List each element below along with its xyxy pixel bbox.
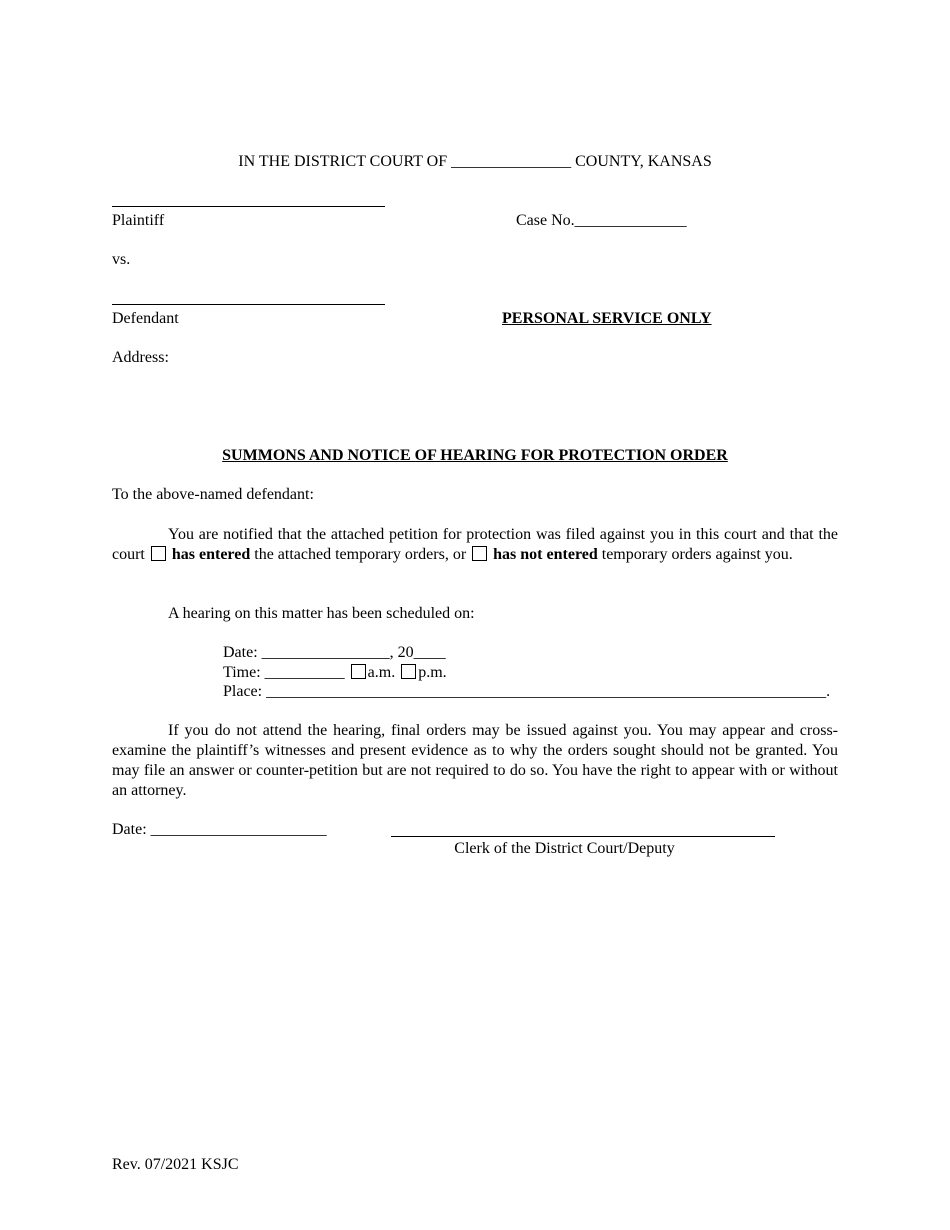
address-label: Address:: [112, 349, 169, 366]
hearing-time-label: Time:: [223, 664, 261, 681]
case-no-label: Case No.: [516, 212, 575, 229]
hearing-place-field[interactable]: ______________________________________________________________________.: [266, 683, 831, 700]
hearing-time-line: [223, 663, 447, 683]
notice-part1: You are notified that the attached petition for protection was filed against you in this court and that the court: [112, 526, 838, 563]
notice-part3: temporary orders against you.: [601, 546, 793, 563]
hearing-date-line: [223, 643, 446, 663]
hearing-time-field[interactable]: __________: [264, 664, 345, 681]
hearing-intro: A hearing on this matter has been scheduled on:: [168, 605, 475, 622]
signature-date-field[interactable]: ______________________: [150, 821, 327, 838]
hearing-place-label: Place:: [223, 683, 263, 700]
plaintiff-label: Plaintiff: [112, 212, 165, 229]
pm-checkbox[interactable]: [401, 664, 416, 679]
plaintiff-name-line[interactable]: [112, 206, 385, 207]
court-heading: [0, 152, 950, 172]
greeting: To the above-named defendant:: [112, 486, 314, 503]
has-entered-label: has entered: [171, 546, 251, 563]
vs-label: vs.: [112, 251, 131, 268]
signature-date-label: Date:: [112, 821, 147, 838]
am-label: a.m.: [367, 664, 396, 681]
signature-date: [112, 820, 327, 840]
hearing-date-field[interactable]: ________________: [261, 644, 390, 661]
court-prefix: IN THE DISTRICT COURT OF: [238, 153, 448, 170]
am-checkbox[interactable]: [351, 664, 366, 679]
defendant-label: Defendant: [112, 310, 179, 327]
pm-label: p.m.: [418, 664, 447, 681]
hearing-year-field[interactable]: , 20____: [389, 644, 446, 661]
has-not-entered-label: has not entered: [493, 546, 598, 563]
case-number: [516, 211, 687, 231]
document-title: SUMMONS AND NOTICE OF HEARING FOR PROTECTION ORDER: [222, 447, 728, 464]
has-entered-checkbox[interactable]: [151, 546, 166, 561]
hearing-place-line: [223, 682, 830, 702]
has-not-entered-checkbox[interactable]: [472, 546, 487, 561]
case-no-field[interactable]: ______________: [574, 212, 687, 229]
court-suffix: COUNTY, KANSAS: [575, 153, 712, 170]
clerk-label: Clerk of the District Court/Deputy: [454, 840, 675, 857]
clerk-signature-line[interactable]: [391, 836, 775, 837]
hearing-date-label: Date:: [223, 644, 258, 661]
notice-part2: the attached temporary orders, or: [254, 546, 467, 563]
county-field[interactable]: _______________: [451, 153, 572, 170]
defendant-name-line[interactable]: [112, 304, 385, 305]
notice-paragraph: [112, 525, 838, 565]
personal-service-notice: PERSONAL SERVICE ONLY: [502, 310, 712, 327]
warning-paragraph: If you do not attend the hearing, final orders may be issued against you. You may appear and cross-examine the plaintiff’s witnesses and present evidence as to why the orders sought should not be granted. You may file an answer or counter-petition but are not required to do so. You have the right to appear with or without an attorney.: [112, 722, 838, 799]
revision-footer: Rev. 07/2021 KSJC: [112, 1156, 239, 1173]
